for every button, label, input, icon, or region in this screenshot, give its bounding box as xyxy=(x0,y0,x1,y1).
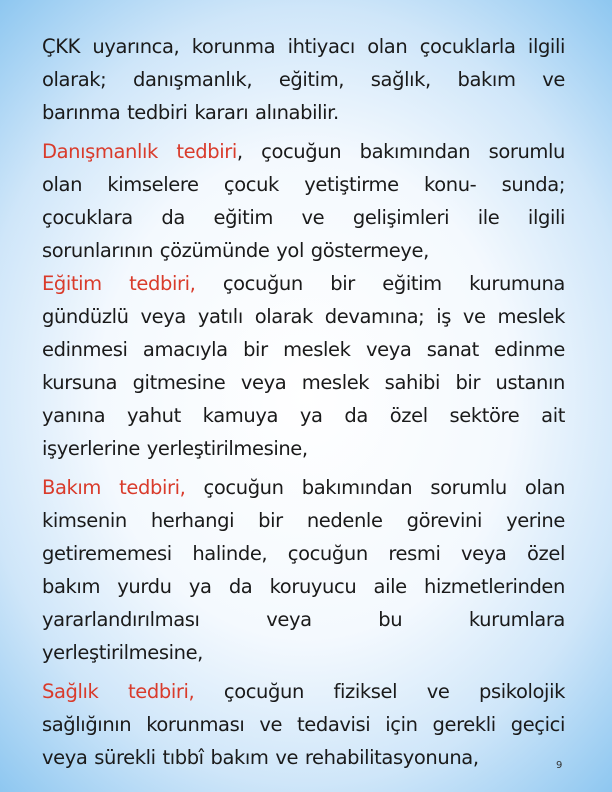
text-line: bakım yurdu ya da koruyucu aile hizmetlerinden xyxy=(42,575,565,598)
text-line: edinmesi amacıyla bir meslek veya sanat edinme xyxy=(42,338,565,361)
paragraph-bakim xyxy=(42,471,565,669)
paragraph-saglik xyxy=(42,675,565,774)
text-line xyxy=(42,471,565,504)
text-line: sorunlarının çözümünde yol göstermeye, xyxy=(42,239,429,262)
text-line xyxy=(42,267,565,300)
text-line: yanına yahut kamuya ya da özel sektöre ait xyxy=(42,404,565,427)
text-line: çocuklara da eğitim ve gelişimleri ile ilgili xyxy=(42,206,565,229)
document-body xyxy=(42,30,565,780)
text-line: barınma tedbiri kararı alınabilir. xyxy=(42,101,339,124)
text-line xyxy=(42,675,565,708)
paragraph-egitim xyxy=(42,267,565,465)
page-number: 9 xyxy=(556,760,563,771)
term-bakim-tedbiri: Bakım tedbiri, xyxy=(42,476,186,499)
text-line: getirememesi halinde, çocuğun resmi veya özel xyxy=(42,542,565,565)
text-line: ÇKK uyarınca, korunma ihtiyacı olan çocuklarla ilgili xyxy=(42,35,565,58)
text-fragment: çocuğun bir eğitim kurumuna xyxy=(195,272,565,295)
text-line: olan kimselere çocuk yetiştirme konu- sunda; xyxy=(42,173,565,196)
text-line: yararlandırılması veya bu kurumlara xyxy=(42,608,565,631)
text-line: işyerlerine yerleştirilmesine, xyxy=(42,437,308,460)
text-line: kursuna gitmesine veya meslek sahibi bir ustanın xyxy=(42,371,565,394)
paragraph-danismanlik xyxy=(42,135,565,267)
paragraph-intro xyxy=(42,30,565,129)
text-line: sağlığının korunması ve tedavisi için gerekli geçici xyxy=(42,713,565,736)
text-line: olarak; danışmanlık, eğitim, sağlık, bakım ve xyxy=(42,68,565,91)
term-danismanlik-tedbiri: Danışmanlık tedbiri xyxy=(42,140,237,163)
text-fragment: , çocuğun bakımından sorumlu xyxy=(236,140,566,163)
term-egitim-tedbiri: Eğitim tedbiri, xyxy=(42,272,196,295)
text-line: yerleştirilmesine, xyxy=(42,641,203,664)
text-line xyxy=(42,135,565,168)
text-line: kimsenin herhangi bir nedenle görevini yerine xyxy=(42,509,565,532)
text-fragment: çocuğun bakımından sorumlu olan xyxy=(185,476,565,499)
text-line: gündüzlü veya yatılı olarak devamına; iş ve meslek xyxy=(42,305,565,328)
text-fragment: çocuğun fiziksel ve psikolojik xyxy=(194,680,565,703)
text-line: veya sürekli tıbbî bakım ve rehabilitasyonuna, xyxy=(42,746,479,769)
term-saglik-tedbiri: Sağlık tedbiri, xyxy=(42,680,195,703)
